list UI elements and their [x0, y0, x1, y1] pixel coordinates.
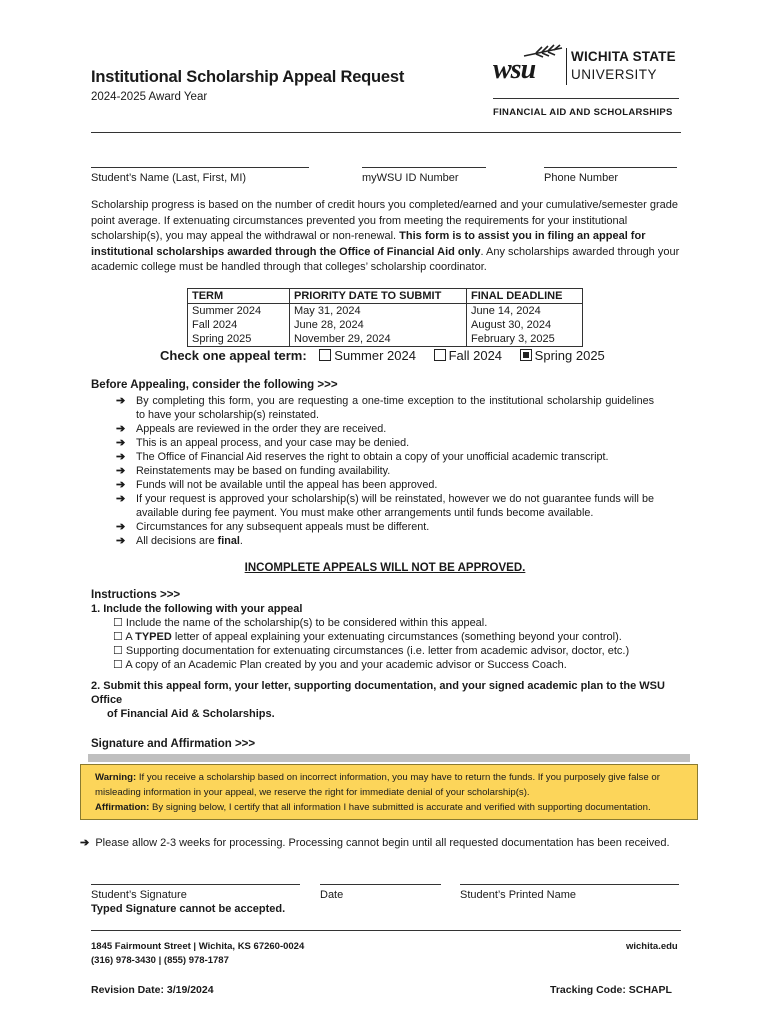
tracking-code: Tracking Code: SCHAPL — [550, 984, 672, 996]
wsu-mark: wsu — [493, 54, 536, 85]
table-header: PRIORITY DATE TO SUBMIT — [290, 289, 467, 304]
checklist-item: ☐ A TYPED letter of appeal explaining your extenuating circumstances (something beyond your control). — [113, 631, 622, 643]
phone-label: Phone Number — [544, 172, 618, 184]
table-cell: May 31, 2024 — [290, 304, 467, 319]
list-item: ➔ If your request is approved your scholarship(s) will be reinstated, however we do not guarantee funds will be available during fee payment. You must make other arrangements until funds become available. — [116, 493, 654, 519]
instructions-heading: Instructions >>> — [91, 589, 181, 601]
arrow-icon: ➔ — [116, 395, 126, 407]
logo-name-line1: WICHITA STATE — [571, 49, 676, 64]
affirmation-text: Affirmation: By signing below, I certify that all information I have submitted is accurate and verified with supporting documentation. — [95, 802, 651, 813]
arrow-icon: ➔ — [116, 493, 126, 505]
logo-department: FINANCIAL AID AND SCHOLARSHIPS — [493, 107, 673, 118]
list-item: ➔ By completing this form, you are requesting a one-time exception to the institutional scholarship guidelines to have your scholarship(s) reinstated. — [116, 395, 654, 421]
arrow-icon: ➔ — [116, 535, 126, 547]
student-name-field[interactable] — [91, 167, 309, 168]
logo-name-line2: UNIVERSITY — [571, 67, 658, 82]
appeal-term-row — [160, 348, 619, 363]
incomplete-notice: INCOMPLETE APPEALS WILL NOT BE APPROVED. — [244, 562, 526, 574]
table-cell: June 14, 2024 — [467, 304, 583, 319]
logo-rule — [493, 98, 679, 99]
intro-paragraph: Scholarship progress is based on the number of credit hours you completed/earned and your cumulative/semester grade point average. If extenuating circumstances prevented you from meeting the requirements for your institutional scholarship(s), you may appeal the withdrawal or non-renewal. This form is to assist you in filing an appeal for institutional scholarships awarded through the Office of Financial Aid only. Any scholarships awarded through your academic college must be handled through that colleges’ scholarship coordinator. — [91, 199, 680, 273]
before-heading: Before Appealing, consider the following >>> — [91, 379, 338, 391]
list-item: ➔ Reinstatements may be based on funding availability. — [116, 465, 391, 477]
wsu-id-field[interactable] — [362, 167, 486, 168]
table-header: FINAL DEADLINE — [467, 289, 583, 304]
terms-table — [187, 288, 583, 347]
processing-note: ➔ Please allow 2-3 weeks for processing. Processing cannot begin until all requested documentation has been received. — [80, 837, 670, 849]
arrow-icon: ➔ — [80, 837, 90, 849]
phone-field[interactable] — [544, 167, 677, 168]
term-option-spring[interactable]: Spring 2025 — [520, 348, 605, 363]
arrow-icon: ➔ — [116, 451, 126, 463]
arrow-icon: ➔ — [116, 437, 126, 449]
term-option-summer[interactable]: Summer 2024 — [319, 348, 416, 363]
table-cell: Summer 2024 — [188, 304, 290, 319]
list-item: ➔ The Office of Financial Aid reserves the right to obtain a copy of your unofficial academic transcript. — [116, 451, 609, 463]
arrow-icon: ➔ — [116, 521, 126, 533]
student-name-label: Student’s Name (Last, First, MI) — [91, 172, 247, 184]
checklist-item: ☐ Include the name of the scholarship(s) to be considered within this appeal. — [113, 617, 488, 629]
table-row — [188, 304, 583, 319]
table-cell: Fall 2024 — [188, 318, 290, 332]
footer-phone: (316) 978-3430 | (855) 978-1787 — [91, 955, 229, 966]
before-list — [116, 394, 654, 548]
term-option-fall[interactable]: Fall 2024 — [434, 348, 502, 363]
logo-divider — [566, 48, 567, 85]
table-cell: August 30, 2024 — [467, 318, 583, 332]
list-item: ➔ Appeals are reviewed in the order they are received. — [116, 423, 387, 435]
instructions-step2-cont: of Financial Aid & Scholarships. — [107, 708, 275, 720]
list-item: ➔ All decisions are final. — [116, 535, 243, 547]
list-item: ➔ Circumstances for any subsequent appeals must be different. — [116, 521, 430, 533]
table-row — [188, 318, 583, 332]
table-row — [188, 332, 583, 347]
warning-text: Warning: If you receive a scholarship based on incorrect information, you may have to return the funds. If you purposely give false or misleading information in your appeal, we reserve the right for immediate denial of your scholarship(s). — [95, 772, 660, 798]
instructions — [91, 588, 691, 721]
instructions-step1: 1. Include the following with your appeal — [91, 603, 303, 615]
footer-divider — [91, 930, 681, 931]
list-item: ➔ Funds will not be available until the appeal has been approved. — [116, 479, 438, 491]
checkbox-fall[interactable] — [434, 349, 446, 361]
page-title: Institutional Scholarship Appeal Request — [91, 68, 405, 86]
arrow-icon: ➔ — [116, 479, 126, 491]
table-cell: Spring 2025 — [188, 332, 290, 347]
printed-name-field[interactable] — [460, 884, 679, 885]
table-cell: June 28, 2024 — [290, 318, 467, 332]
printed-name-label: Student’s Printed Name — [460, 889, 576, 901]
date-field[interactable] — [320, 884, 441, 885]
list-item: ➔ This is an appeal process, and your case may be denied. — [116, 437, 410, 449]
table-header-row — [188, 289, 583, 304]
instructions-step2: 2. Submit this appeal form, your letter, supporting documentation, and your signed academic plan to the WSU Office — [91, 680, 665, 706]
checkbox-spring[interactable] — [520, 349, 532, 361]
date-label: Date — [320, 889, 344, 901]
checkbox-summer[interactable] — [319, 349, 331, 361]
checklist-item: ☐ A copy of an Academic Plan created by you and your academic advisor or Success Coach. — [113, 659, 567, 671]
signature-field[interactable] — [91, 884, 300, 885]
signature-heading: Signature and Affirmation >>> — [91, 738, 256, 750]
header-divider — [91, 132, 681, 133]
footer-address: 1845 Fairmount Street | Wichita, KS 67260-0024 — [91, 941, 305, 952]
arrow-icon: ➔ — [116, 465, 126, 477]
revision-date: Revision Date: 3/19/2024 — [91, 984, 214, 996]
footer-website[interactable]: wichita.edu — [626, 941, 678, 952]
warning-shadow — [88, 754, 690, 762]
wsu-id-label: myWSU ID Number — [362, 172, 459, 184]
checklist-item: ☐ Supporting documentation for extenuating circumstances (i.e. letter from academic advisor, doctor, etc.) — [113, 645, 630, 657]
typed-signature-note: Typed Signature cannot be accepted. — [91, 903, 286, 915]
award-year: 2024-2025 Award Year — [91, 91, 208, 103]
appeal-term-label: Check one appeal term: — [160, 348, 307, 363]
warning-box — [80, 764, 698, 820]
arrow-icon: ➔ — [116, 423, 126, 435]
table-cell: November 29, 2024 — [290, 332, 467, 347]
table-cell: February 3, 2025 — [467, 332, 583, 347]
signature-label: Student’s Signature — [91, 889, 187, 901]
table-header: TERM — [188, 289, 290, 304]
